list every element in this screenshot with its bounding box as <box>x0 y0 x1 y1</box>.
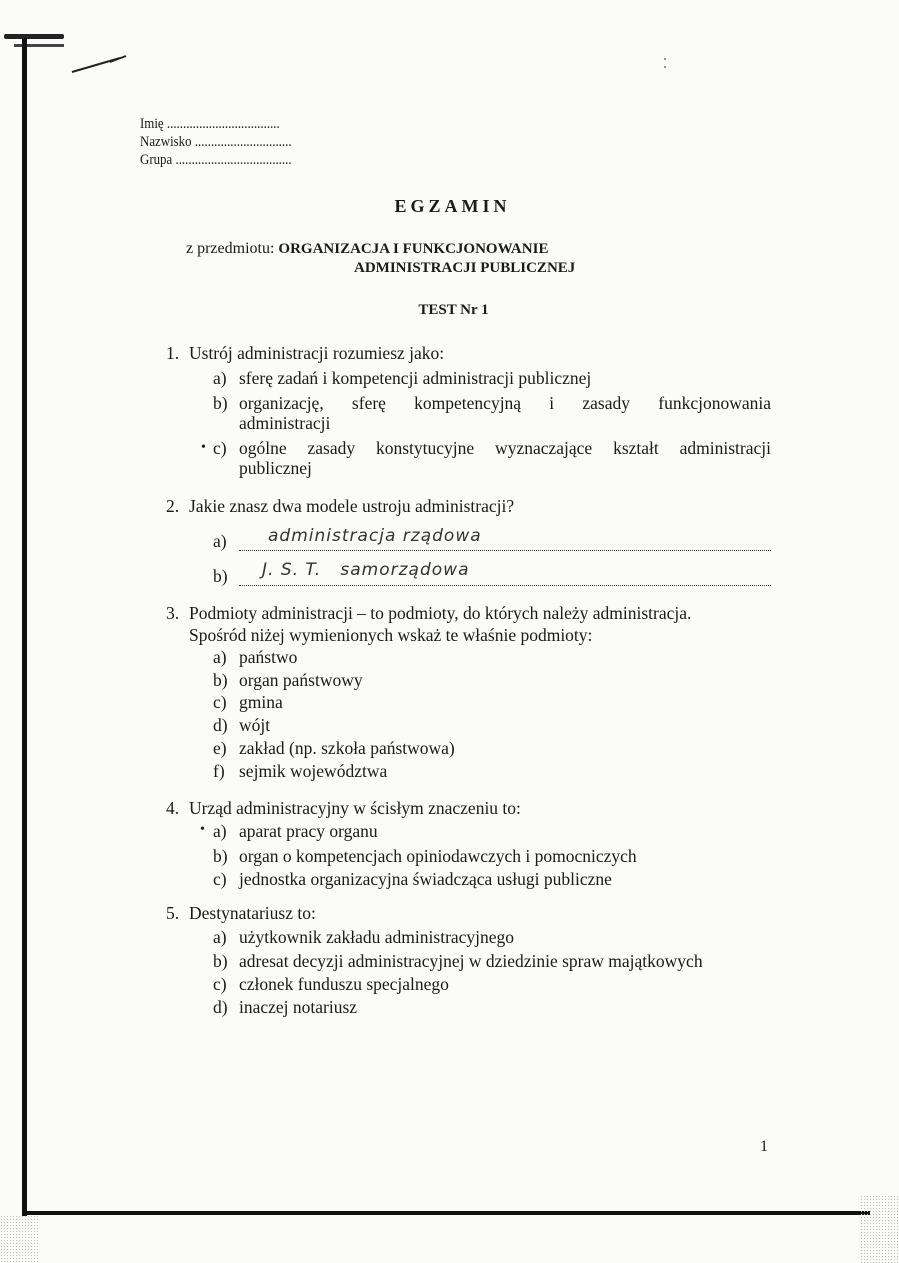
option-text: wójt <box>239 715 271 735</box>
name-field <box>140 116 280 133</box>
option-text: użytkownik zakładu administracyjnego <box>239 927 515 947</box>
surname-label: Nazwisko <box>140 134 192 150</box>
option-letter: b) <box>213 846 228 866</box>
q2-option-b <box>213 565 239 587</box>
q1-option-b <box>213 392 771 414</box>
option-letter: c) <box>213 869 227 889</box>
q3-option-b <box>213 669 363 691</box>
option-letter: f) <box>213 761 225 781</box>
q4-option-b <box>213 845 637 867</box>
subject-line <box>186 240 548 258</box>
q1-option-c <box>213 437 771 459</box>
option-letter: a) <box>213 927 227 947</box>
name-dots: ................................... <box>166 116 280 132</box>
question-number: 1. <box>166 343 180 363</box>
subject-name-2: ADMINISTRACJI PUBLICZNEJ <box>354 260 576 276</box>
question-2 <box>166 495 514 517</box>
question-number: 2. <box>166 496 180 516</box>
question-number: 4. <box>166 798 180 818</box>
q3-option-e <box>213 737 455 759</box>
question-text: Destynatariusz to: <box>189 903 316 923</box>
scan-border-bottom <box>22 1211 870 1215</box>
handwritten-answer-b: J. S. T. samorządowa <box>262 560 470 580</box>
q5-option-d <box>213 996 357 1018</box>
page-number: 1 <box>760 1138 768 1155</box>
scan-noise <box>860 1195 899 1263</box>
scan-speck <box>664 58 666 60</box>
option-letter: c) <box>213 692 227 712</box>
option-text: gmina <box>239 692 283 712</box>
q4-option-c <box>213 868 612 890</box>
page-title: EGZAMIN <box>394 196 511 216</box>
option-letter: c) <box>213 438 227 458</box>
option-letter: a) <box>213 531 227 551</box>
option-letter: b) <box>213 393 228 413</box>
surname-field <box>140 134 292 151</box>
option-letter: c) <box>213 974 227 994</box>
handwritten-answer-a: administracja rządowa <box>268 526 482 546</box>
option-text: organ państwowy <box>239 670 363 690</box>
group-field <box>140 152 292 169</box>
q1-option-c-cont: publicznej <box>239 458 312 478</box>
option-text: jednostka organizacyjna świadcząca usługi publiczne <box>239 869 612 889</box>
q5-option-b <box>213 950 703 972</box>
option-text: adresat decyzji administracyjnej w dziedzinie spraw majątkowych <box>239 951 703 971</box>
question-text: Ustrój administracji rozumiesz jako: <box>189 343 445 363</box>
option-text: sferę zadań i kompetencji administracji publicznej <box>239 368 592 388</box>
option-letter: d) <box>213 997 228 1017</box>
q4-option-a <box>213 820 378 842</box>
option-letter: b) <box>213 951 228 971</box>
option-letter: a) <box>213 368 227 388</box>
option-text: inaczej notariusz <box>239 997 358 1017</box>
scan-artifact-top <box>4 34 64 39</box>
scan-noise <box>0 1215 40 1263</box>
answer-mark: • <box>200 822 205 837</box>
group-label: Grupa <box>140 152 173 168</box>
option-text: organizację, sferę kompetencyjną i zasady funkcjonowania <box>239 393 771 413</box>
q5-option-c <box>213 973 449 995</box>
scan-speck <box>664 66 666 68</box>
option-text: członek funduszu specjalnego <box>239 974 449 994</box>
subject-prefix: z przedmiotu: <box>186 240 275 257</box>
test-label: TEST Nr 1 <box>418 302 489 318</box>
q2-option-a <box>213 530 239 552</box>
q1-option-b-cont: administracji <box>239 413 331 433</box>
q3-option-c <box>213 691 283 713</box>
question-4 <box>166 797 521 819</box>
name-label: Imię <box>140 116 164 132</box>
option-letter: e) <box>213 738 227 758</box>
q3-option-d <box>213 714 270 736</box>
q5-option-a <box>213 926 514 948</box>
option-text: zakład (np. szkoła państwowa) <box>239 738 455 758</box>
option-text: sejmik województwa <box>239 761 388 781</box>
answer-mark: • <box>201 440 206 455</box>
question-number: 5. <box>166 903 180 923</box>
pen-mark <box>70 54 130 78</box>
option-text: ogólne zasady konstytucyjne wyznaczające kształt administracji <box>239 438 771 458</box>
question-3 <box>166 602 691 624</box>
group-dots: .................................... <box>175 152 292 168</box>
question-number: 3. <box>166 603 180 623</box>
surname-dots: .............................. <box>194 134 292 150</box>
option-letter: a) <box>213 647 227 667</box>
option-letter: a) <box>213 821 227 841</box>
question-text: Podmioty administracji – to podmioty, do których należy administracja. <box>189 603 692 623</box>
option-text: organ o kompetencjach opiniodawczych i pomocniczych <box>239 846 637 866</box>
q1-option-a <box>213 367 591 389</box>
subject-name-1: ORGANIZACJA I FUNKCJONOWANIE <box>278 241 549 257</box>
question-3-line-2: Spośród niżej wymienionych wskaż te właśnie podmioty: <box>189 625 593 645</box>
q3-option-a <box>213 646 297 668</box>
q3-option-f <box>213 760 387 782</box>
option-letter: b) <box>213 670 228 690</box>
option-letter: b) <box>213 566 228 586</box>
question-text: Urząd administracyjny w ścisłym znaczeniu to: <box>189 798 521 818</box>
question-text: Jakie znasz dwa modele ustroju administracji? <box>189 496 515 516</box>
question-1 <box>166 342 444 364</box>
option-letter: d) <box>213 715 228 735</box>
question-5 <box>166 902 316 924</box>
option-text: aparat pracy organu <box>239 821 378 841</box>
option-text: państwo <box>239 647 298 667</box>
